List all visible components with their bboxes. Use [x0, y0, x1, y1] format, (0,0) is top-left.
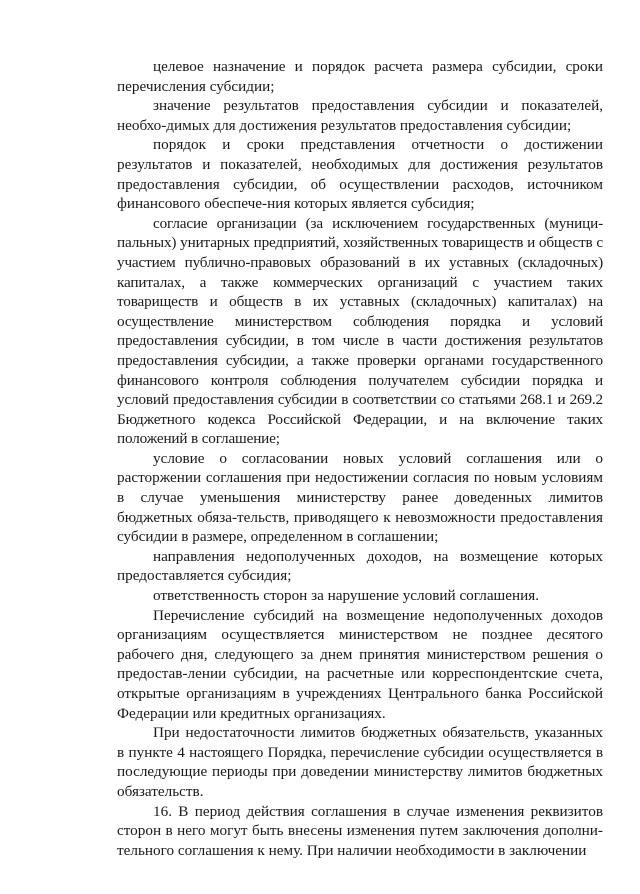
- paragraph-subsidy-purpose: целевое назначение и порядок расчета размера субсидии, сроки перечисления субсидии;: [117, 58, 603, 95]
- paragraph-new-conditions: условие о согласовании новых условий соглашения или о расторжении соглашения при недостижении согласия по новым условиям в случае уменьшения министерству ранее доведенных лимитов бюджетных обяза-тельств, приводящего к невозможности предоставления субсидии в размере, определенном в соглашении;: [117, 449, 603, 546]
- paragraph-results-values: значение результатов предоставления субсидии и показателей, необхо-димых для достижения результатов предоставления субсидии;: [117, 97, 603, 134]
- paragraph-clause-16: 16. В период действия соглашения в случае изменения реквизитов сторон в него могут быть внесены изменения путем заключения дополни-тельного соглашения к нему. При наличии необходимости в заключении: [117, 802, 603, 859]
- paragraph-subsidy-transfer: Перечисление субсидий на возмещение недополученных доходов организациям осуществляется министерством не позднее десятого рабочего дня, следующего за днем принятия министерством решения о предостав-лении субсидии, на расчетные или корреспондентские счета, открытые организациям в учреждениях Центрального банка Российской Федерации или кредитных организациях.: [117, 606, 603, 722]
- paragraph-organization-consent: согласие организации (за исключением государственных (муници-пальных) унитарных предприятий, хозяйственных товариществ и обществ с участием публично-правовых образований в их уставных (складочных) капиталах, а также коммерческих организаций с участием таких товариществ и обществ в их уставных (складочных) капиталах) на осуществление министерством соблюдения порядка и условий предоставления субсидии, в том числе в части достижения результатов предоставления субсидии, а также проверки органами государственного финансового контроля соблюдения получателем субсидии порядка и условий предоставления субсидии в соответствии со статьями 268.1 и 269.2 Бюджетного кодекса Российской Федерации, и на включение таких положений в соглашение;: [117, 214, 603, 448]
- paragraph-parties-liability: ответственность сторон за нарушение условий соглашения.: [153, 587, 540, 605]
- paragraph-lost-revenue-directions: направления недополученных доходов, на возмещение которых предоставляется субсидия;: [117, 547, 603, 585]
- document-body: [117, 57, 603, 860]
- paragraph-insufficient-limits: При недостаточности лимитов бюджетных обязательств, указанных в пункте 4 настоящего Порядка, перечисление субсидии осуществляется в последующие периоды при доведении министерству лимитов бюджетных обязательств.: [117, 724, 603, 800]
- paragraph-reporting-terms: порядок и сроки представления отчетности о достижении результатов и показателей, необходимых для достижения результатов предоставления субсидии, об осуществлении расходов, источником финансового обеспече-ния которых является субсидия;: [117, 136, 603, 213]
